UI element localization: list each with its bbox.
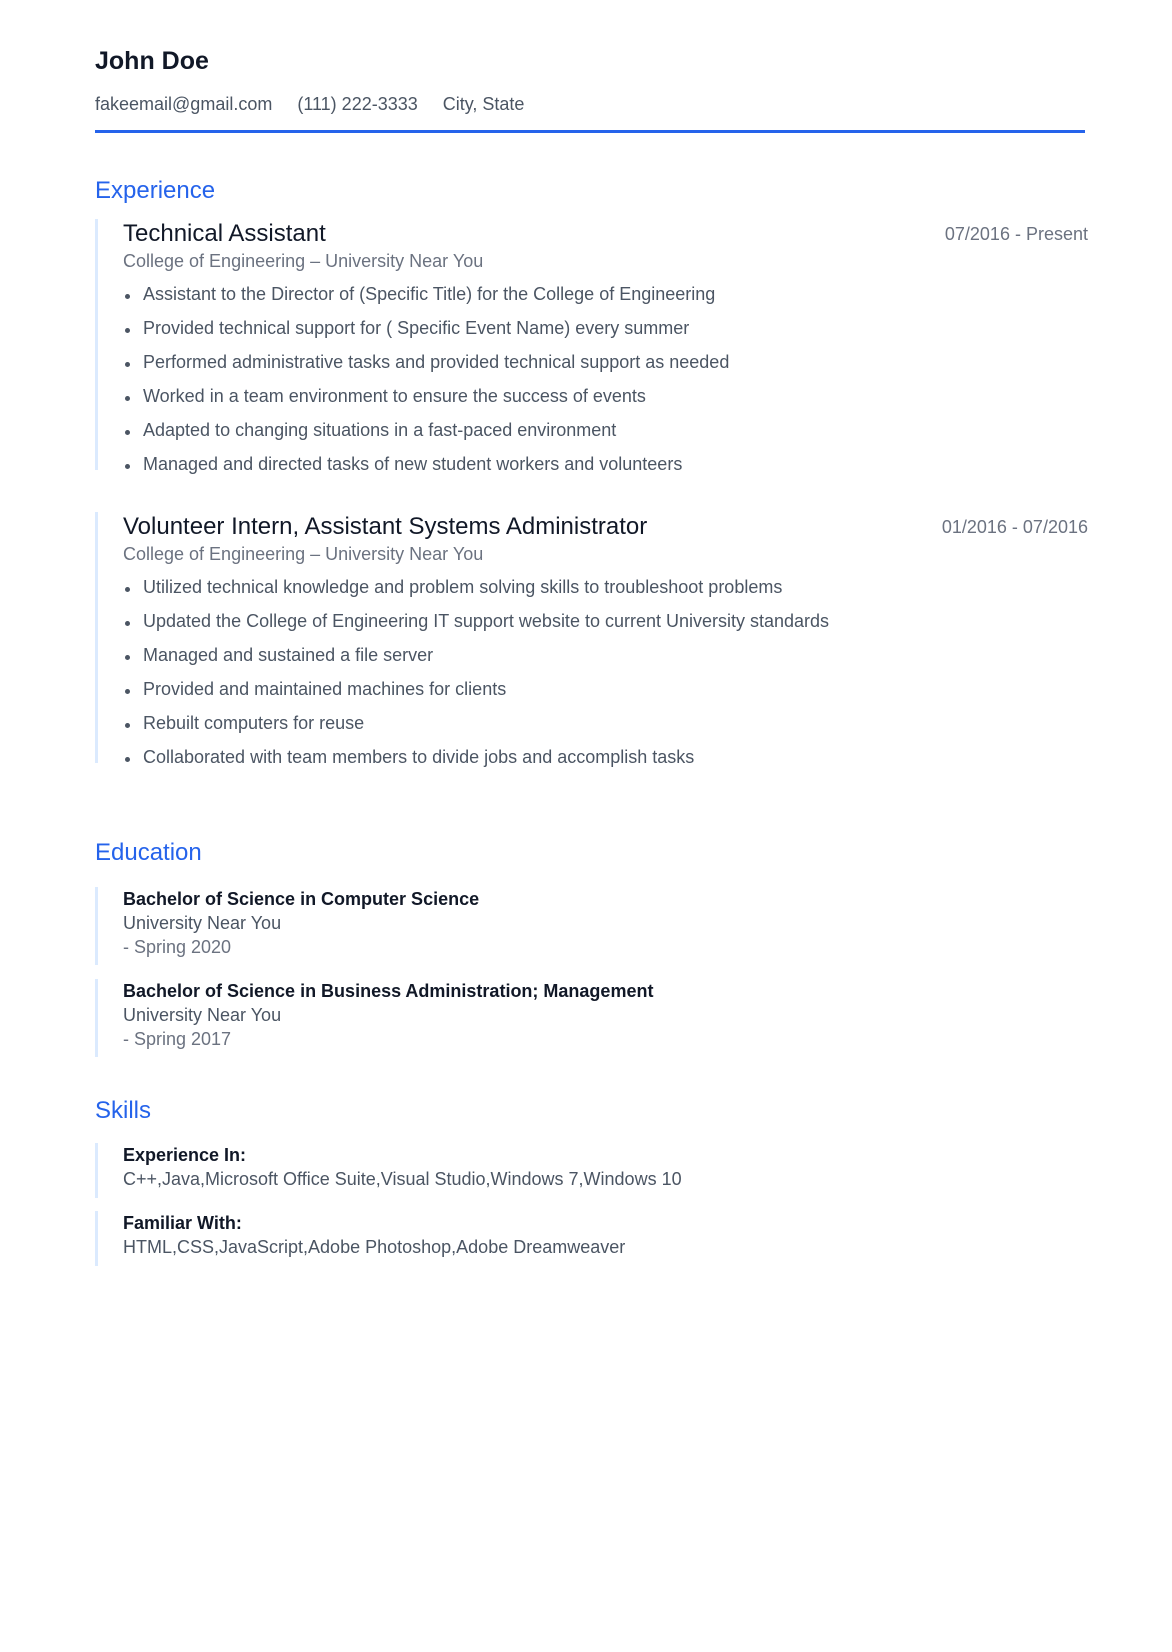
experience-heading: Experience	[95, 177, 216, 204]
list-item: Collaborated with team members to divide jobs and accomplish tasks	[123, 745, 1088, 779]
education-heading: Education	[95, 839, 202, 866]
list-item: Managed and sustained a file server	[123, 643, 1088, 677]
degree-title: Bachelor of Science in Business Administration; Management	[123, 981, 654, 1001]
job-dates: 07/2016 - Present	[944, 224, 1088, 244]
graduation-date: - Spring 2017	[123, 1029, 232, 1049]
school-name: University Near You	[123, 913, 282, 933]
list-item: Adapted to changing situations in a fast-paced environment	[123, 418, 1088, 452]
list-item: Performed administrative tasks and provided technical support as needed	[123, 350, 1088, 384]
list-item: Provided technical support for ( Specific Event Name) every summer	[123, 316, 1088, 350]
header-divider	[95, 130, 1085, 133]
skill-list: HTML,CSS,JavaScript,Adobe Photoshop,Adobe Dreamweaver	[123, 1237, 626, 1257]
skill-label: Familiar With:	[123, 1213, 242, 1233]
contact-location: City, State	[442, 94, 525, 114]
list-item: Updated the College of Engineering IT support website to current University standards	[123, 609, 1088, 643]
education-entry	[95, 979, 1088, 1057]
education-entry	[95, 887, 1088, 965]
list-item: Provided and maintained machines for clients	[123, 677, 1088, 711]
job-title: Volunteer Intern, Assistant Systems Administrator	[123, 513, 648, 540]
candidate-name: John Doe	[95, 47, 209, 75]
job-bullets	[123, 575, 1088, 779]
job-bullets	[123, 282, 1088, 486]
job-organization: College of Engineering – University Near You	[123, 251, 484, 271]
degree-title: Bachelor of Science in Computer Science	[123, 889, 480, 909]
skill-group	[95, 1143, 1088, 1198]
job-title: Technical Assistant	[123, 220, 326, 247]
list-item: Managed and directed tasks of new student workers and volunteers	[123, 452, 1088, 486]
experience-entry	[95, 219, 1088, 474]
list-item: Utilized technical knowledge and problem solving skills to troubleshoot problems	[123, 575, 1088, 609]
job-dates: 01/2016 - 07/2016	[941, 517, 1088, 537]
contact-phone[interactable]: (111) 222-3333	[297, 94, 418, 114]
list-item: Rebuilt computers for reuse	[123, 711, 1088, 745]
list-item: Worked in a team environment to ensure the success of events	[123, 384, 1088, 418]
experience-entry	[95, 512, 1088, 767]
list-item: Assistant to the Director of (Specific Title) for the College of Engineering	[123, 282, 1088, 316]
job-organization: College of Engineering – University Near You	[123, 544, 484, 564]
graduation-date: - Spring 2020	[123, 937, 232, 957]
contact-info	[95, 92, 1085, 116]
skill-label: Experience In:	[123, 1145, 247, 1165]
school-name: University Near You	[123, 1005, 282, 1025]
skill-list: C++,Java,Microsoft Office Suite,Visual Studio,Windows 7,Windows 10	[123, 1169, 682, 1189]
resume-header	[95, 44, 1085, 116]
skills-heading: Skills	[95, 1097, 152, 1124]
contact-email[interactable]: fakeemail@gmail.com	[95, 94, 273, 114]
skill-group	[95, 1211, 1088, 1266]
